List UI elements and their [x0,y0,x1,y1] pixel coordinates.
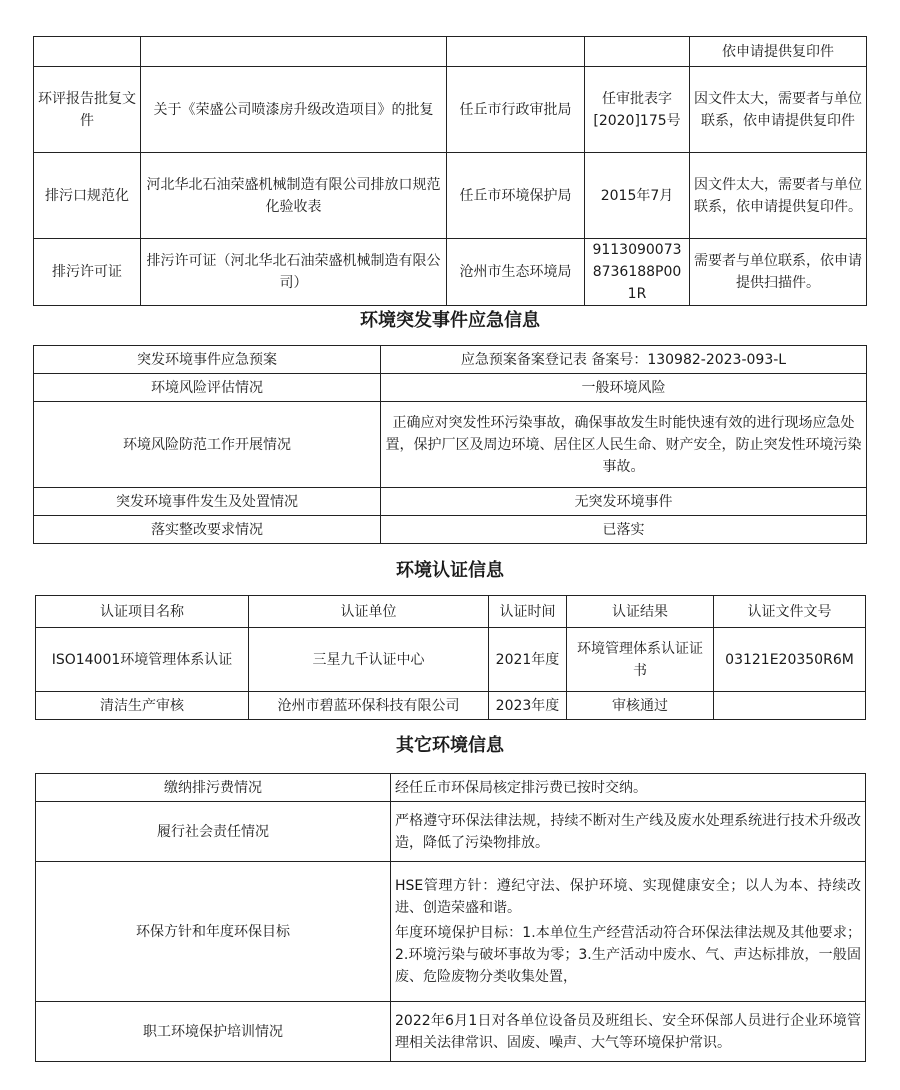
other-label: 缴纳排污费情况 [36,774,391,802]
table-row [34,402,867,488]
emergency-label: 落实整改要求情况 [34,516,381,544]
other-section-title: 其它环境信息 [396,735,504,756]
column-header: 认证文件文号 [714,596,866,628]
other-value: 2022年6月1日对各单位设备员及班组长、安全环保部人员进行企业环境管理相关法律常识、固废、噪声、大气等环境保护常识。 [391,1002,866,1062]
permit-type: 排污许可证 [34,239,141,306]
column-header: 认证时间 [489,596,567,628]
table-row [34,488,867,516]
emergency-value: 无突发环境事件 [381,488,867,516]
certification-table [35,595,866,720]
table-row [34,516,867,544]
table-row [34,374,867,402]
hse-policy-text: HSE管理方针：遵纪守法、保护环境、实现健康安全；以人为本、持续改进、创造荣盛和谐。 [395,878,861,916]
table-row [34,153,867,239]
emergency-table [33,345,867,544]
certification-section-title: 环境认证信息 [396,560,504,581]
permit-type: 环评报告批复文件 [34,67,141,153]
other-label: 职工环境保护培训情况 [36,1002,391,1062]
permit-authority: 任丘市环境保护局 [447,153,585,239]
cert-project: 清洁生产审核 [36,692,249,720]
permits-table [33,36,867,306]
permit-type: 排污口规范化 [34,153,141,239]
emergency-label: 突发环境事件发生及处置情况 [34,488,381,516]
emergency-value: 已落实 [381,516,867,544]
other-value [391,862,866,1002]
permit-number: 任审批表字[2020]175号 [585,67,690,153]
column-header: 认证结果 [567,596,714,628]
table-row [36,1002,866,1062]
table-row [34,67,867,153]
emergency-label: 环境风险评估情况 [34,374,381,402]
permit-number: 2015年7月 [585,153,690,239]
cert-time: 2023年度 [489,692,567,720]
other-label: 履行社会责任情况 [36,802,391,862]
permit-note: 需要者与单位联系，依申请提供扫描件。 [690,239,867,306]
other-value: 严格遵守环保法律法规，持续不断对生产线及废水处理系统进行技术升级改造，降低了污染物排放。 [391,802,866,862]
permit-note: 依申请提供复印件 [690,37,867,67]
table-row [36,774,866,802]
permit-note: 因文件太大，需要者与单位联系，依申请提供复印件 [690,67,867,153]
table-row [34,37,867,67]
permit-authority: 沧州市生态环境局 [447,239,585,306]
cert-time: 2021年度 [489,628,567,692]
permit-note: 因文件太大，需要者与单位联系，依申请提供复印件。 [690,153,867,239]
permit-authority [447,37,585,67]
emergency-label: 环境风险防范工作开展情况 [34,402,381,488]
table-row [34,346,867,374]
other-label: 环保方针和年度环保目标 [36,862,391,1002]
permit-number: 91130900738736188P001R [585,239,690,306]
table-row [36,628,866,692]
emergency-section-title: 环境突发事件应急信息 [360,310,540,331]
emergency-label: 突发环境事件应急预案 [34,346,381,374]
cert-result: 环境管理体系认证证书 [567,628,714,692]
other-value: 经任丘市环保局核定排污费已按时交纳。 [391,774,866,802]
emergency-value: 正确应对突发性环污染事故，确保事故发生时能快速有效的进行现场应急处置，保护厂区及周边环境、居住区人民生命、财产安全，防止突发性环境污染事故。 [381,402,867,488]
table-row [36,802,866,862]
table-row [34,239,867,306]
permit-name: 关于《荣盛公司喷漆房升级改造项目》的批复 [141,67,447,153]
cert-doc: 03121E20350R6M [714,628,866,692]
permit-name: 河北华北石油荣盛机械制造有限公司排放口规范化验收表 [141,153,447,239]
permit-name [141,37,447,67]
column-header: 认证项目名称 [36,596,249,628]
table-row [36,862,866,1002]
cert-result: 审核通过 [567,692,714,720]
cert-doc [714,692,866,720]
emergency-value: 一般环境风险 [381,374,867,402]
permit-number [585,37,690,67]
permit-authority: 任丘市行政审批局 [447,67,585,153]
column-header: 认证单位 [249,596,489,628]
other-table [35,773,866,1062]
annual-target-text: 年度环境保护目标：1.本单位生产经营活动符合环保法律法规及其他要求；2.环境污染与破坏事故为零；3.生产活动中废水、气、声达标排放，一般固废、危险废物分类收集处置， [395,925,861,985]
cert-project: ISO14001环境管理体系认证 [36,628,249,692]
emergency-value: 应急预案备案登记表 备案号：130982-2023-093-L [381,346,867,374]
permit-type [34,37,141,67]
cert-unit: 三星九千认证中心 [249,628,489,692]
cert-unit: 沧州市碧蓝环保科技有限公司 [249,692,489,720]
table-row [36,692,866,720]
table-header-row [36,596,866,628]
permit-name: 排污许可证（河北华北石油荣盛机械制造有限公司） [141,239,447,306]
